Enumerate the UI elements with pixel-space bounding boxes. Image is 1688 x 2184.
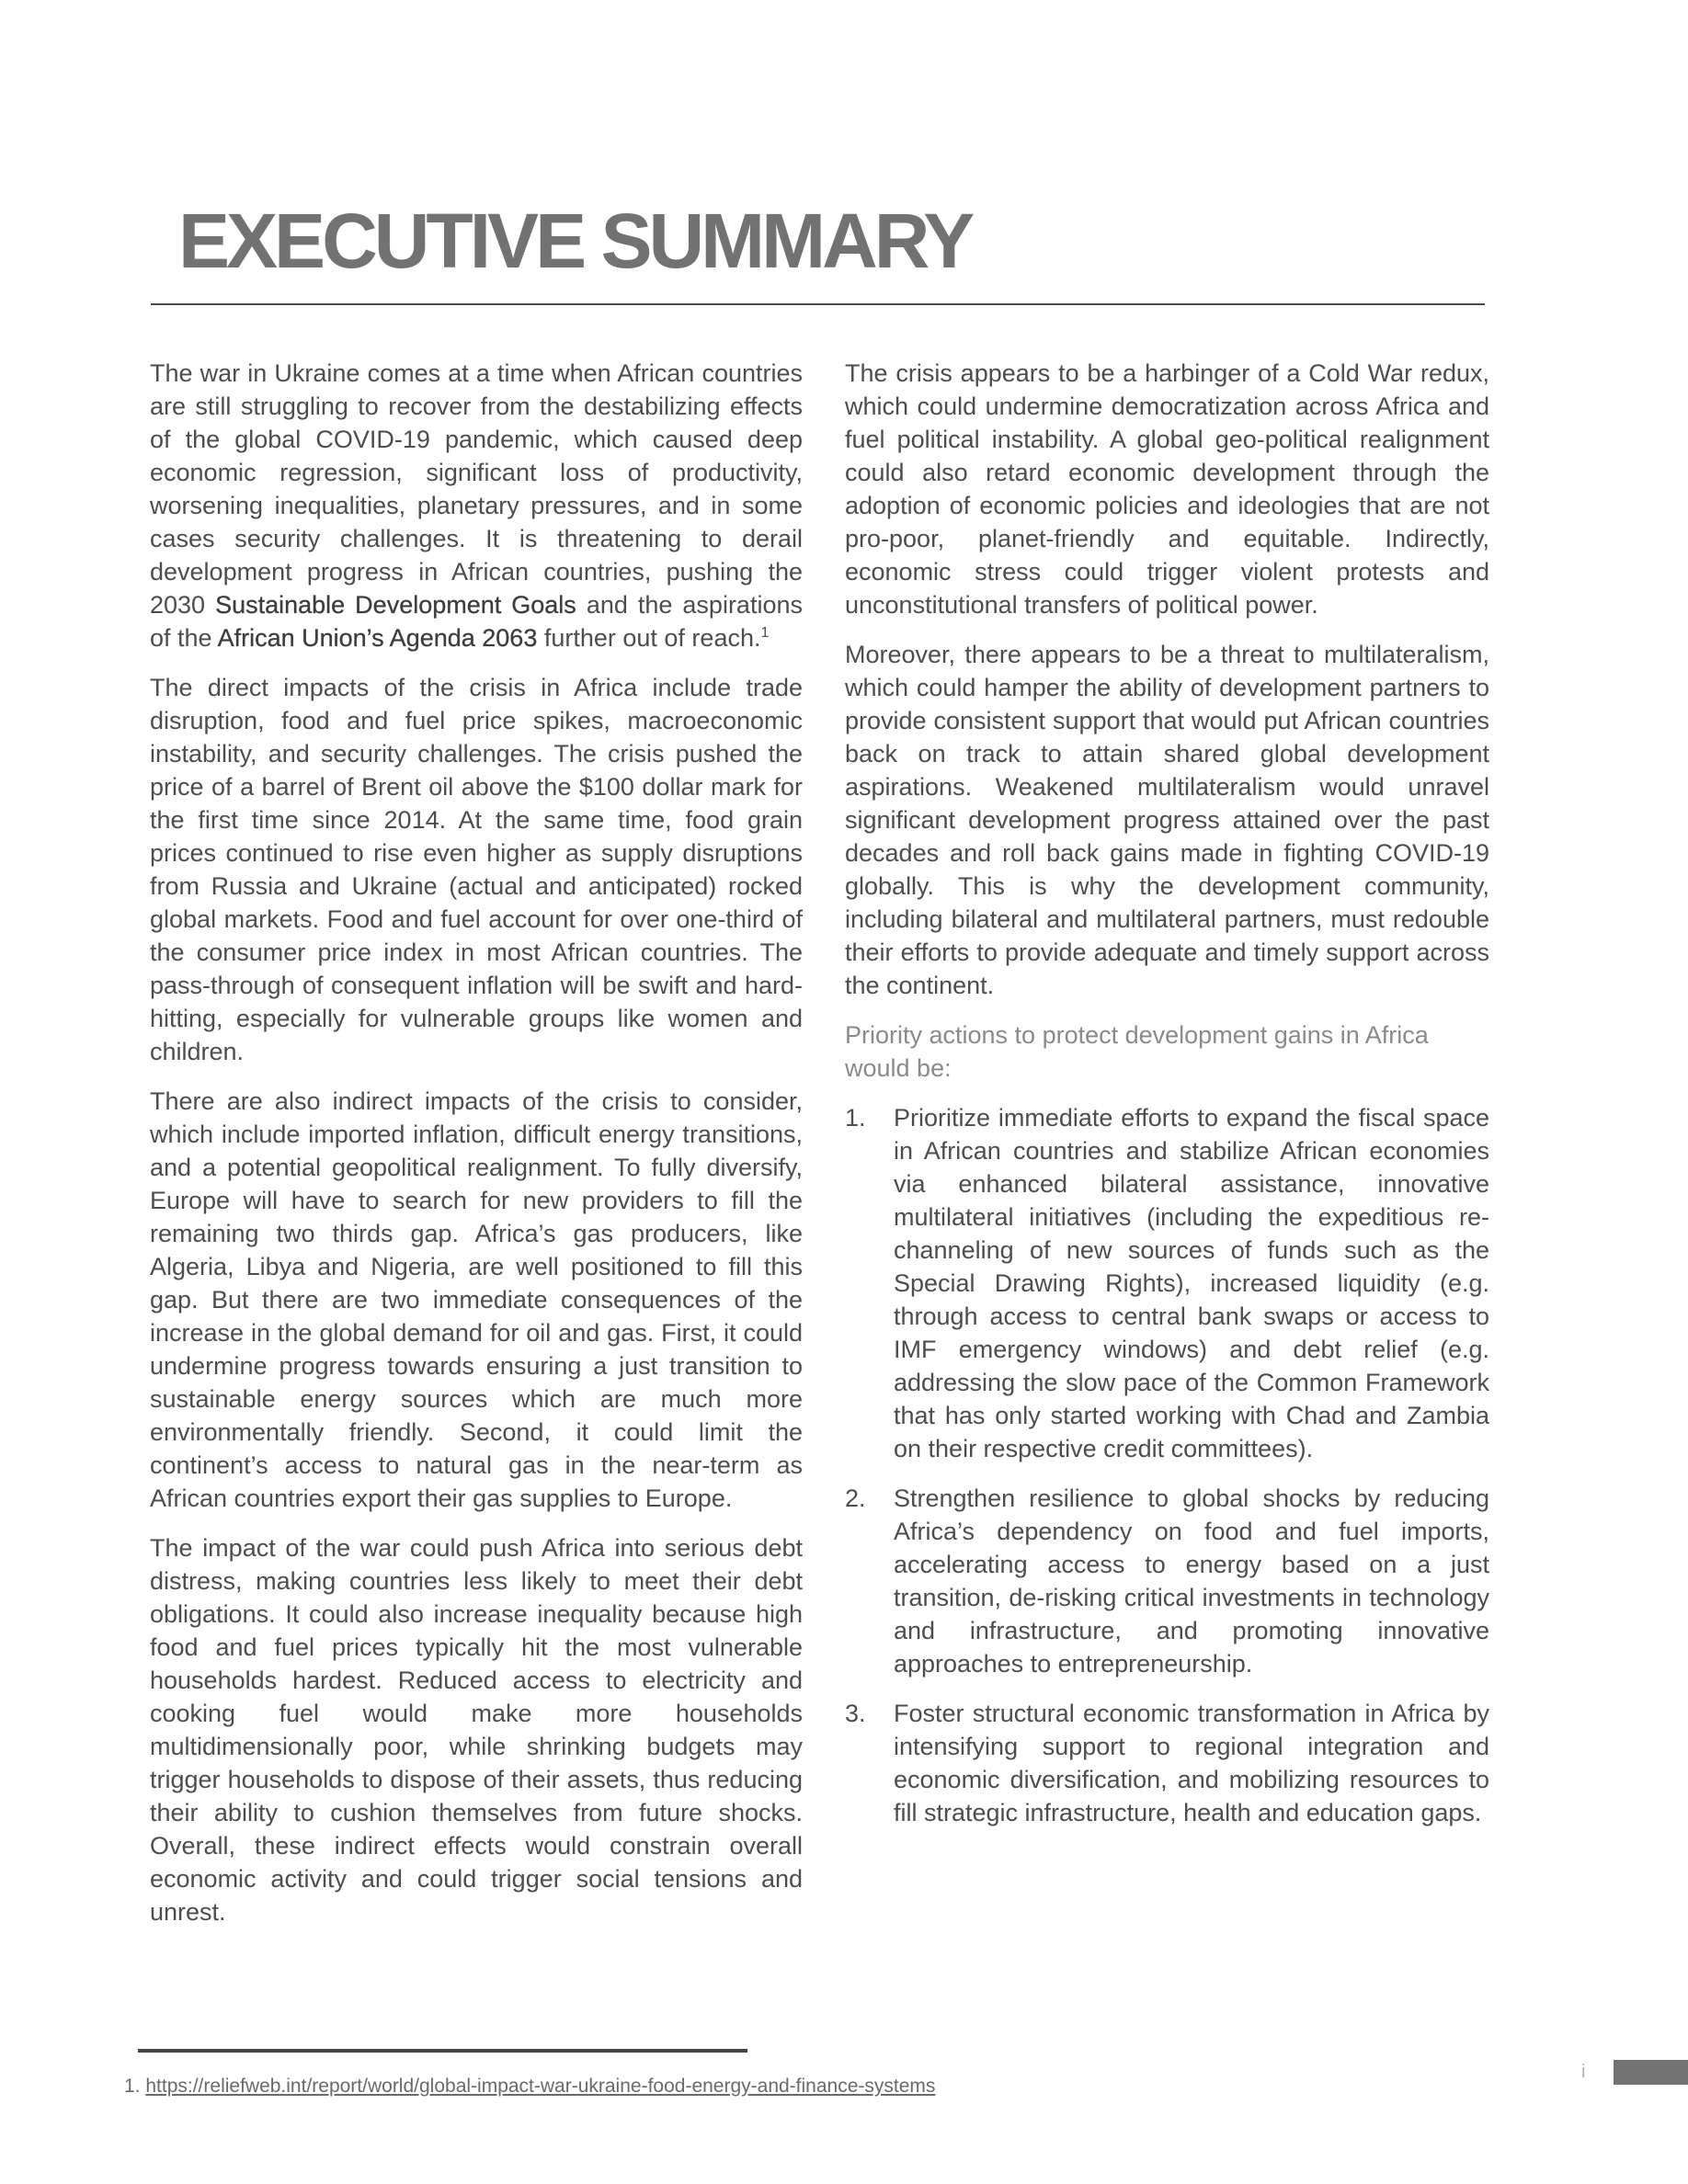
list-item [845, 1482, 1489, 1680]
footnote-link[interactable]: https://reliefweb.int/report/world/global-impact-war-ukraine-food-energy-and-finance-systems [145, 2076, 936, 2097]
left-column [150, 357, 803, 1945]
priority-actions-list [845, 1101, 1489, 1829]
list-item-number: 3. [845, 1700, 866, 1727]
list-item-text: Foster structural economic transformation in Africa by intensifying support to regional integration and economic diversification, and mobilizing resources to fill strategic infrastructure, health and education gaps. [894, 1700, 1489, 1826]
paragraph-text: and the aspirations of the [150, 591, 803, 652]
paragraph-direct-impacts: The direct impacts of the crisis in Africa include trade disruption, food and fuel price spikes, macroeconomic instability, and security challenges. The crisis pushed the price of a barrel of Brent oil above the $100 dollar mark for the first time since 2014. At the same time, food grain prices continued to rise even higher as supply disruptions from Russia and Ukraine (actual and anticipated) rocked global markets. Food and fuel account for over one-third of the consumer price index in most African countries. The pass-through of consequent inflation will be swift and hard-hitting, especially for vulnerable groups like women and children. [150, 674, 803, 1065]
paragraph-text: further out of reach. [537, 624, 761, 652]
agenda-2063-link[interactable]: African Union’s Agenda 2063 [217, 624, 538, 652]
list-item-number: 2. [845, 1484, 866, 1512]
paragraph-multilateralism: Moreover, there appears to be a threat to multilateralism, which could hamper the ability of development partners to provide consistent support that would put African countries back on track to attain shared global development aspirations. Weakened multilateralism would unravel significant development progress attained over the past decades and roll back gains made in fighting COVID-19 globally. This is why the development community, including bilateral and multilateral partners, must redouble their efforts to provide adequate and timely support across the continent. [845, 641, 1489, 999]
page-tab-marker [1614, 2060, 1688, 2085]
paragraph-cold-war: The crisis appears to be a harbinger of a Cold War redux, which could undermine democratization across Africa and fuel political instability. A global geo-political realignment could also retard economic development through the adoption of economic policies and ideologies that are not pro-poor, planet-friendly and equitable. Indirectly, economic stress could trigger violent protests and unconstitutional transfers of political power. [845, 359, 1489, 619]
footnote-number: 1. [124, 2076, 141, 2097]
paragraph-intro [150, 357, 803, 654]
footnote-divider [138, 2049, 747, 2053]
page-number: i [1581, 2062, 1586, 2082]
title-divider [151, 303, 1485, 305]
paragraph-debt-distress: The impact of the war could push Africa into serious debt distress, making countries less likely to meet their debt obligations. It could also increase inequality because high food and fuel prices typically hit the most vulnerable households hardest. Reduced access to electricity and cooking fuel would make more households multidimensionally poor, while shrinking budgets may trigger households to dispose of their assets, thus reducing their ability to cushion themselves from future shocks. Overall, these indirect effects would constrain overall economic activity and could trigger social tensions and unrest. [150, 1534, 803, 1926]
right-column [845, 357, 1489, 1846]
footnote-reference[interactable]: 1 [760, 625, 770, 641]
list-item [845, 1697, 1489, 1829]
list-item-number: 1. [845, 1104, 866, 1132]
paragraph-text: The war in Ukraine comes at a time when African countries are still struggling to recover from the destabilizing effects of the global COVID-19 pandemic, which caused deep economic regression, significant loss of productivity, worsening inequalities, planetary pressures, and in some cases security challenges. It is threatening to derail development progress in African countries, pushing the 2030 [150, 359, 803, 619]
list-item-text: Strengthen resilience to global shocks by reducing Africa’s dependency on food and fuel imports, accelerating access to energy based on a just transition, de-risking critical investments in technology and infrastructure, and promoting innovative approaches to entrepreneurship. [894, 1484, 1489, 1678]
sdg-link[interactable]: Sustainable Development Goals [215, 591, 576, 619]
priority-actions-lead-in: Priority actions to protect development gains in Africa would be: [845, 1021, 1429, 1082]
list-item-text: Prioritize immediate efforts to expand the fiscal space in African countries and stabilize African economies via enhanced bilateral assistance, innovative multilateral initiatives (including the expeditious re-channeling of new sources of funds such as the Special Drawing Rights), increased liquidity (e.g. through access to central bank swaps or access to IMF emergency windows) and debt relief (e.g. addressing the slow pace of the Common Framework that has only started working with Chad and Zambia on their respective credit committees). [894, 1104, 1489, 1462]
paragraph-indirect-impacts: There are also indirect impacts of the crisis to consider, which include imported inflation, difficult energy transitions, and a potential geopolitical realignment. To fully diversify, Europe will have to search for new providers to fill the remaining two thirds gap. Africa’s gas producers, like Algeria, Libya and Nigeria, are well positioned to fill this gap. But there are two immediate consequences of the increase in the global demand for oil and gas. First, it could undermine progress towards ensuring a just transition to sustainable energy sources which are much more environmentally friendly. Second, it could limit the continent’s access to natural gas in the near-term as African countries export their gas supplies to Europe. [150, 1087, 803, 1512]
page-title: EXECUTIVE SUMMARY [178, 198, 972, 284]
list-item [845, 1101, 1489, 1465]
footnote [124, 2074, 935, 2099]
